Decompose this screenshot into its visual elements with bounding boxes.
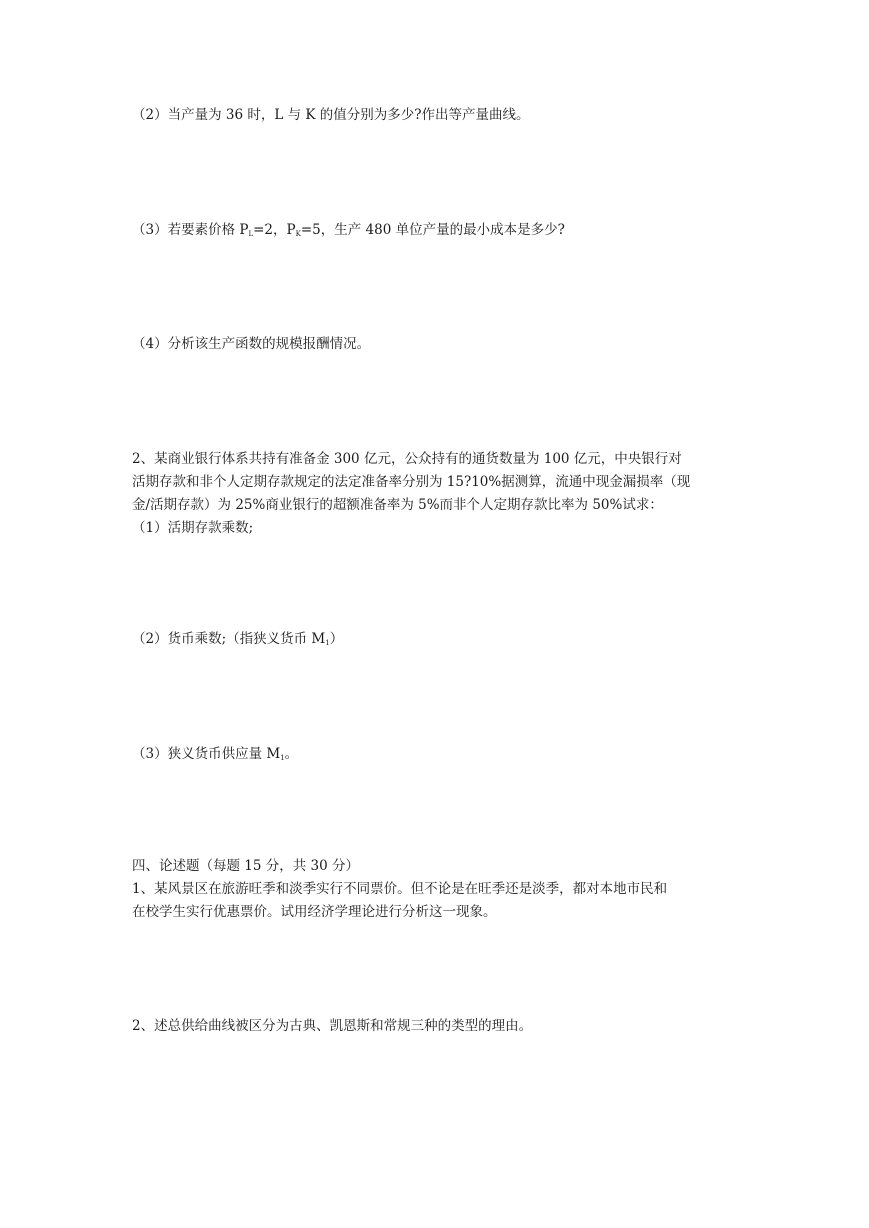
question-2-line-3: 金/活期存款）为 25%商业银行的超额准备率为 5%而非个人定期存款比率为 50%试求：	[132, 497, 663, 513]
subscript-1: 1	[325, 639, 330, 647]
question-2-line-2: 活期存款和非个人定期存款规定的法定准备率分别为 15?10%据测算，流通中现金漏损率（现	[132, 474, 691, 490]
question-1-part-4: （4）分析该生产函数的规模报酬情况。	[132, 336, 371, 352]
question-1-part-3	[132, 219, 565, 242]
question-2-line-1: 2、某商业银行体系共持有准备金 300 亿元，公众持有的通货数量为 100 亿元，中央银行对	[132, 451, 682, 467]
question-2	[132, 448, 740, 540]
question-1-part-2: （2）当产量为 36 时，L 与 K 的值分别为多少?作出等产量曲线。	[132, 107, 530, 123]
q1p3-text-pre: （3）若要素价格 P	[132, 222, 249, 238]
section-4-heading: 四、论述题（每题 15 分，共 30 分）	[132, 858, 360, 874]
subscript-1: 1	[280, 754, 285, 762]
section-4	[132, 855, 740, 924]
q2p3-text-pre: （3）狭义货币供应量 M	[132, 746, 281, 762]
essay-1-line-2: 在校学生实行优惠票价。试用经济学理论进行分析这一现象。	[132, 904, 497, 920]
question-2-part-3	[132, 743, 298, 766]
q1p3-text-post: =5，生产 480 单位产量的最小成本是多少?	[300, 222, 565, 238]
subscript-l: L	[248, 230, 254, 238]
subscript-k: K	[295, 230, 301, 238]
q1p3-text-mid: =2，P	[253, 222, 296, 238]
q2p3-text-post: 。	[284, 746, 299, 762]
q2p2-text-pre: （2）货币乘数;（指狭义货币 M	[132, 631, 326, 647]
q2p2-text-post: ）	[329, 631, 344, 647]
question-2-part-1: （1）活期存款乘数;	[132, 520, 254, 536]
essay-1-line-1: 1、某风景区在旅游旺季和淡季实行不同票价。但不论是在旺季还是淡季，都对本地市民和	[132, 881, 668, 897]
essay-2: 2、述总供给曲线被区分为古典、凯恩斯和常规三种的类型的理由。	[132, 1018, 533, 1034]
question-2-part-2	[132, 628, 343, 651]
